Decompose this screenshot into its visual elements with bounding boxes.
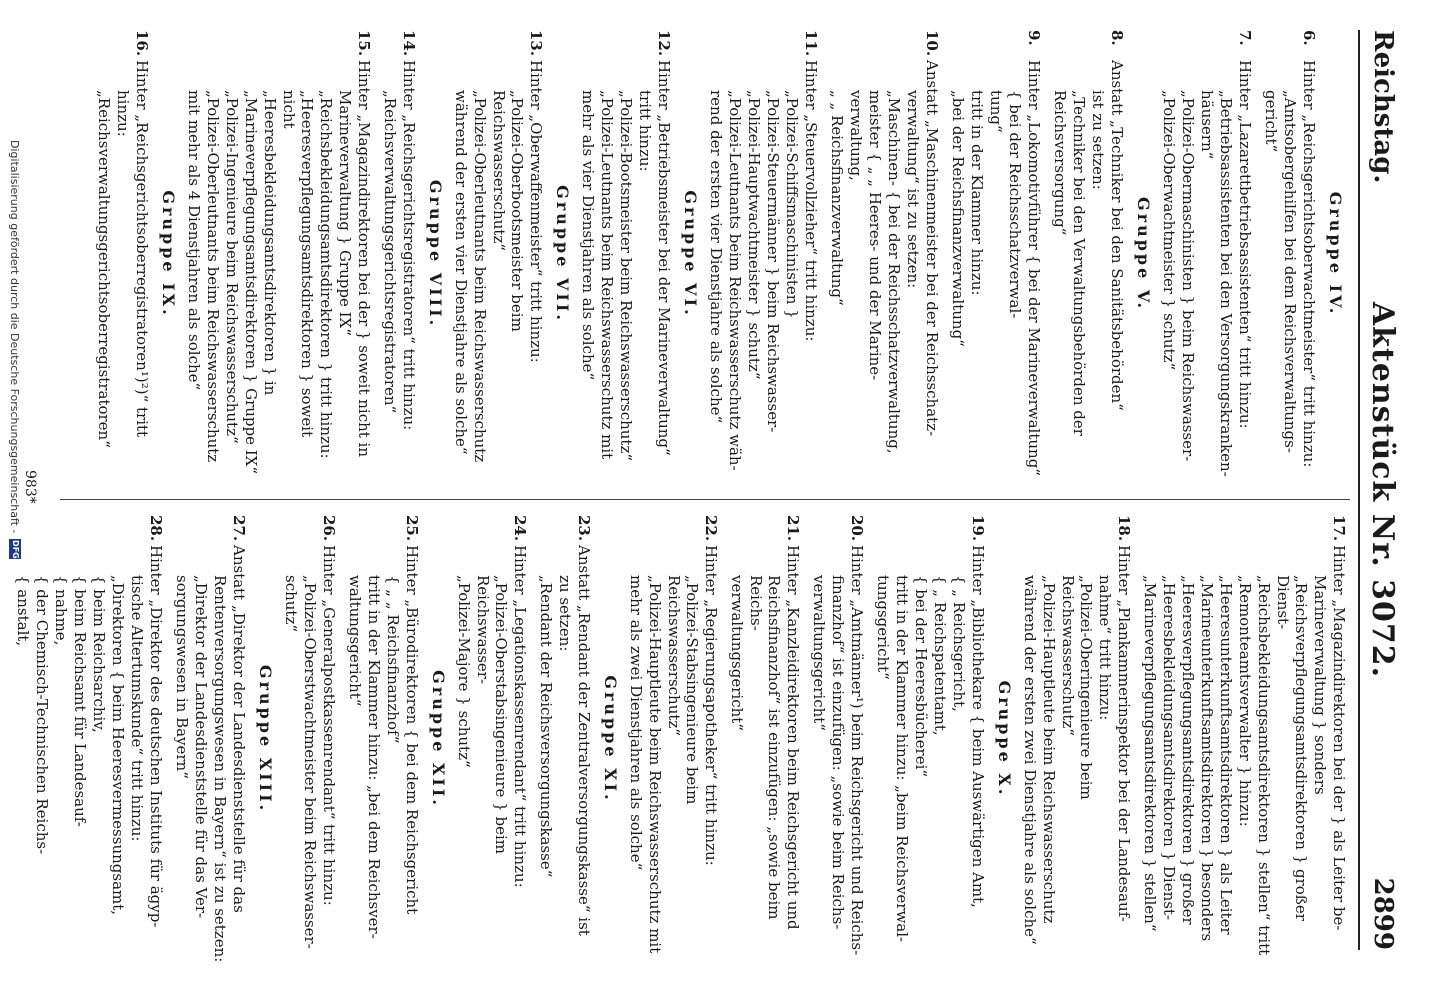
entry-text-line: „Polizei-Oberleutnants beim Reichswasserschutz xyxy=(204,90,222,463)
dfg-logo-icon: DFG xyxy=(11,540,20,559)
entry-item xyxy=(728,515,802,963)
entry-item xyxy=(579,30,673,478)
entry-number: 7. xyxy=(1236,30,1254,46)
entry-text-line: finanzhof“ ist einzufügen: „sowie beim Reichs- xyxy=(829,575,847,930)
entry-text-line: mehr als zwei Dienstjahren als solche“ xyxy=(627,575,645,871)
footer-page-mark: 983* xyxy=(22,470,38,504)
entry-text-line: { der Chemisch-Technischen Reichs- xyxy=(33,575,51,855)
header-left: Reichstag. xyxy=(1368,30,1398,184)
entry-text-line: „Reichsbekleidungsamtsdirektoren } tritt hinzu: xyxy=(317,90,335,459)
entry-item xyxy=(1160,30,1254,478)
digitization-text: Digitalisierung gefördert durch die Deutsche Forschungsgemeinschaft - xyxy=(8,140,22,534)
entry-item xyxy=(1141,515,1348,963)
entry-number: 20. xyxy=(848,515,866,542)
group-heading: Gruppe XII. xyxy=(429,670,448,808)
entry-number: 14. xyxy=(400,30,418,57)
entry-text-line: { „ „ Reichsfinanzhof“ xyxy=(384,575,402,744)
entry-text-line: „Heeresverpflegungsamtsdirektoren } soweit nicht xyxy=(280,90,316,442)
entry-text-line: waltungsgericht“ xyxy=(346,575,364,707)
entry-text-line: { beim Reichsarchiv, xyxy=(90,575,108,733)
entry-text-line: { „ Reichsgericht, xyxy=(950,575,968,712)
entry-text-line: „Polizei-Oberingenieure beim Reichswasserschutz“ xyxy=(1059,575,1095,805)
entry-number: 15. xyxy=(355,30,373,57)
entry-number: 24. xyxy=(511,515,529,542)
entry-text-line: „bei der Reichsfinanzverwaltung“ xyxy=(949,90,967,347)
entry-text-line: { bei der Heeresbücherei“ xyxy=(912,575,930,778)
group-heading: Gruppe XI. xyxy=(601,675,620,803)
entry-item xyxy=(1262,30,1318,478)
entry-text-line: ist zu setzen: xyxy=(1089,90,1107,190)
entry-text-line: „Polizei-Oberstwachtmeister beim Reichswasser- xyxy=(301,575,319,949)
group-heading: Gruppe VII. xyxy=(553,185,572,323)
entry-text-line: häusern“ xyxy=(1198,90,1216,160)
entry-text-line: „Marineverpflegungsamtsdirektoren } stellen“ xyxy=(1141,575,1159,932)
entry-text-line: „Reichsverpflegungsamtsdirektoren } großer Dienst- xyxy=(1274,575,1310,926)
entry-text-line: „Heeresverpflegungsamtsdirektoren } großer xyxy=(1179,575,1197,925)
entry-text-line: „Polizei-Hauptwachtmeister } schutz“ xyxy=(745,90,763,380)
group-heading: Gruppe IV. xyxy=(1326,191,1345,317)
entry-text: Hinter „Bürodirektoren { bei dem Reichsgericht xyxy=(403,545,421,915)
entry-text: Hinter „Bibliothekare { beim Auswärtigen Amt, xyxy=(969,545,987,908)
entry-number: 17. xyxy=(1330,515,1348,542)
entry-text-line: „Polizei-Stabsingenieure beim Reichswasserschutz“ xyxy=(665,575,701,810)
entry-text-line: „Marineunterkunftsamtsdirektoren } besonders xyxy=(1198,575,1216,942)
entry-text-line: „Polizei-Hauptleute beim Reichswasserschutz xyxy=(1040,575,1058,924)
entry-text: Hinter „Magazindirektoren bei der } soweit nicht in xyxy=(355,60,373,458)
entry-text: Hinter „Lokomotivführer { bei der Marineverwaltung“ xyxy=(1025,60,1043,476)
entry-text-line: Reichsversorgung“ xyxy=(1051,90,1069,236)
group-heading: Gruppe XIII. xyxy=(256,664,275,814)
entry-text: Hinter „Plankammerinspektor bei der Landesauf- xyxy=(1115,545,1133,922)
left-column xyxy=(58,30,1348,478)
digitization-note xyxy=(6,140,24,970)
entry-item xyxy=(173,515,248,963)
entry-text: Hinter „Amtmänner¹) beim Reichsgericht und Reichs- xyxy=(848,545,866,956)
entry-number: 26. xyxy=(320,515,338,542)
entry-text-line: Reichsfinanzhof“ ist einzufügen: „sowie beim Reichs- xyxy=(747,575,783,925)
entry-text-line: „Techniker bei den Verwaltungsbehörden der xyxy=(1070,90,1088,436)
entry-text-line: „Reichsverwaltungsgerichtsregistratoren“ xyxy=(381,90,399,414)
entry-text-line: hinzu: xyxy=(114,90,132,137)
entry-text-line: Marineverwaltung } Gruppe IX“ xyxy=(336,90,354,336)
entry-text: Hinter „Direktor des deutschen Instituts für ägyp- xyxy=(147,545,165,928)
entry-number: 12. xyxy=(655,30,673,57)
entry-text-line: verwaltungsgericht“ xyxy=(810,575,828,731)
entry-text-line: { bei der Reichsschatzverwal- xyxy=(1006,90,1024,319)
entry-number: 23. xyxy=(575,515,593,542)
group-heading: Gruppe VIII. xyxy=(426,179,445,329)
entry-text-line: „Polizei-Schiffsmaschinisten } xyxy=(783,90,801,319)
group-heading: Gruppe IX. xyxy=(159,190,178,318)
entry-number: 21. xyxy=(784,515,802,542)
entry-number: 28. xyxy=(147,515,165,542)
entry-text-line: „Polizei-Majore } schutz“ xyxy=(455,575,473,768)
entry-text-line: „Polizei-Bootsmeister beim Reichswasserschutz“ xyxy=(617,90,635,462)
entry-text-line: tritt in der Klammer hinzu: „beim Reichsverwal- xyxy=(893,575,911,943)
entry-text-line: „Polizei-Leutnants beim Reichswasserschutz mit xyxy=(598,90,616,460)
entry-number: 11. xyxy=(802,30,820,57)
entry-text: Hinter „Reichsgerichtsregistratoren“ tritt hinzu: xyxy=(400,60,418,431)
entry-item xyxy=(828,30,941,478)
entry-text-line: „Heeresbekleidungsamtsdirektoren } in xyxy=(261,90,279,396)
entry-text-line: „Betriebsassistenten bei den Versorgungskranken- xyxy=(1217,90,1235,477)
entry-text-line: „Polizei-Oberbootsmeister beim Reichswasserschutz“ xyxy=(490,90,526,337)
entry-text: Hinter „Steuervollzieher“ tritt hinzu: xyxy=(802,60,820,342)
entry-text-line: „Heeresunterkunftsamtsdirektoren } als Leiter xyxy=(1217,575,1235,935)
entry-text: Anstatt „Techniker bei den Sanitätsbehörden“ xyxy=(1108,60,1126,411)
entry-number: 25. xyxy=(403,515,421,542)
entry-text-line: verwaltung, xyxy=(847,90,865,181)
entry-text: Hinter „Regierungsapotheker“ tritt hinzu: xyxy=(702,545,720,866)
entry-item xyxy=(455,515,529,963)
entry-text-line: zu setzen: xyxy=(556,575,574,652)
entry-item xyxy=(185,30,373,478)
entry-number: 27. xyxy=(230,515,248,542)
entry-number: 13. xyxy=(527,30,545,57)
group-heading: Gruppe VI. xyxy=(681,190,700,318)
entry-number: 8. xyxy=(1108,30,1126,46)
entry-number: 19. xyxy=(969,515,987,542)
entry-text-line: rend der ersten vier Dienstjahre als solche“ xyxy=(707,90,725,424)
entry-text-line: „Maschinen- { bei der Reichsschatzverwaltung, xyxy=(885,90,903,454)
entry-text-line: tritt in der Klammer hinzu: „bei dem Reichsver- xyxy=(365,575,383,939)
entry-item xyxy=(707,30,820,478)
entry-number: 18. xyxy=(1115,515,1133,542)
entry-text: Hinter „Reichsgerichtsoberwachtmeister“ tritt hinzu: xyxy=(1300,60,1318,468)
entry-item xyxy=(95,30,151,478)
entry-text-line: verwaltungsgericht“ xyxy=(728,575,746,731)
column-divider xyxy=(60,499,1350,500)
entry-item xyxy=(810,515,866,963)
entry-text: Anstatt „Rendant der Zentralversorgungskasse“ ist xyxy=(575,545,593,936)
entry-text-line: „Polizei-Oberwachtmeister } schutz“ xyxy=(1160,90,1178,371)
entry-text: Anstatt „Direktor der Landesdienststelle für das xyxy=(230,545,248,913)
entry-text-line: „Polizei-Leutnants beim Reichswasserschutz wäh- xyxy=(726,90,744,471)
entry-number: 9. xyxy=(1025,30,1043,46)
entry-text: Hinter „Generalpostkassenrendant“ tritt hinzu: xyxy=(320,545,338,906)
header-title: Aktenstück Nr. 3072. xyxy=(1365,301,1400,679)
entry-text: Anstatt „Maschinenmeister bei der Reichsschatz- xyxy=(923,60,941,437)
entry-text-line: „Polizei-Steuermänner } beim Reichswasser- xyxy=(764,90,782,433)
entry-text: Hinter „Lazarettbetriebsassistenten“ tritt hinzu: xyxy=(1236,60,1254,429)
entry-text-line: gericht“ xyxy=(1262,90,1280,153)
entry-text-line: „Direktor der Landesdienststelle für das Ver- xyxy=(192,575,210,919)
entry-item xyxy=(1021,515,1133,963)
entry-text-line: „Marineverpflegungsamtsdirektoren } Gruppe IX“ xyxy=(242,90,260,475)
entry-item xyxy=(452,30,545,478)
entry-text-line: „Polizei-Oberstabsingenieure } beim Reichswasser- xyxy=(474,575,510,859)
page-header xyxy=(1358,30,1404,950)
entry-item xyxy=(627,515,720,963)
entry-item xyxy=(14,515,165,963)
page-number: 2899 xyxy=(1368,877,1398,950)
entry-item xyxy=(537,515,593,963)
entry-text-line: „Remonteamtsverwalter } hinzu: xyxy=(1236,575,1254,827)
group-heading: Gruppe V. xyxy=(1134,196,1153,312)
entry-text-line: „Polizei-Ingenieure beim Reichswasserschutz“ xyxy=(223,90,241,444)
entry-text-line: mehr als vier Dienstjahren als solche“ xyxy=(579,90,597,381)
entry-text-line: Rentenversorgungswesen in Bayern“ ist zu setzen: xyxy=(211,575,229,963)
entry-text-line: schutz“ xyxy=(282,575,300,633)
entry-text-line: tung“ xyxy=(987,90,1005,133)
entry-item xyxy=(949,30,1043,478)
entry-text-line: „Polizei-Hauptleute beim Reichswasserschutz mit xyxy=(646,575,664,954)
entry-text: Hinter „Oberwaffenmeister“ tritt hinzu: xyxy=(527,60,545,363)
entry-number: 10. xyxy=(923,30,941,57)
entry-text: Hinter „Reichsgerichtsoberregistratoren¹)²)“ tritt xyxy=(133,60,151,438)
entry-number: 22. xyxy=(702,515,720,542)
entry-text: Hinter „Magazindirektoren bei der } als Leiter be- xyxy=(1330,545,1348,931)
entry-text-line: Marineverwaltung } sonders xyxy=(1311,575,1329,795)
entry-text-line: { anstalt, xyxy=(14,575,32,647)
entry-text-line: { nahme, xyxy=(52,575,70,646)
entry-text-line: tische Altertumskunde“ tritt hinzu: xyxy=(128,575,146,842)
entry-item xyxy=(381,30,418,478)
entry-text-line: nahme“ tritt hinzu: xyxy=(1096,575,1114,721)
entry-text-line: während der ersten vier Dienstjahre als solche“ xyxy=(452,90,470,455)
group-heading: Gruppe X. xyxy=(995,680,1014,798)
entry-text-line: „Amtsobergehilfen bei dem Reichsverwaltungs- xyxy=(1281,90,1299,453)
entry-text-line: { beim Reichsamt für Landesauf- xyxy=(71,575,89,827)
entry-text-line: „Rendant der Reichsversorgungskasse“ xyxy=(537,575,555,878)
entry-text-line: „Reichsbekleidungsamtsdirektoren } stellen“ tritt xyxy=(1255,575,1273,956)
entry-text-line: tritt in der Klammer hinzu: xyxy=(968,90,986,296)
entry-item xyxy=(874,515,987,963)
entry-number: 16. xyxy=(133,30,151,57)
entry-text-line: „Heeresbekleidungsamtsdirektoren } Dienst- xyxy=(1160,575,1178,921)
entry-text-line: „Polizei-Oberleutnants beim Reichswasserschutz xyxy=(471,90,489,463)
entry-text-line: „Polizei-Obermaschinisten } beim Reichswasser- xyxy=(1179,90,1197,462)
entry-text-line: mit mehr als 4 Dienstjahren als solche“ xyxy=(185,90,203,391)
entry-text-line: sorgungswesen in Bayern“ xyxy=(173,575,191,779)
entry-item xyxy=(282,515,338,963)
entry-text: Hinter „Betriebsmeister bei der Marineverwaltung“ xyxy=(655,60,673,456)
entry-text: Hinter „Legationskassenrendant“ tritt hinzu: xyxy=(511,545,529,888)
entry-number: 6. xyxy=(1300,30,1318,46)
entry-item xyxy=(346,515,421,963)
entry-text-line: während der ersten zwei Dienstjahre als solche“ xyxy=(1021,575,1039,945)
entry-text-line: { „ Reichspatentamt, xyxy=(931,575,949,736)
entry-text-line: „ „ Reichsfinanzverwaltung“ xyxy=(828,90,846,306)
entry-text-line: „Direktoren { beim Heeresvermessungsamt, xyxy=(109,575,127,916)
entry-text-line: tritt hinzu: xyxy=(636,90,654,172)
entry-text-line: tungsgericht“ xyxy=(874,575,892,680)
entry-text-line: „Reichsverwaltungsgerichtsoberregistratoren“ xyxy=(95,90,113,448)
entry-text: Hinter „Kanzleidirektoren beim Reichsgericht und xyxy=(784,545,802,930)
entry-text-line: verwaltung“ ist zu setzen: xyxy=(904,90,922,289)
entry-item xyxy=(1051,30,1126,478)
entry-text-line: meister { „ „ Heeres- und der Marine- xyxy=(866,90,884,381)
